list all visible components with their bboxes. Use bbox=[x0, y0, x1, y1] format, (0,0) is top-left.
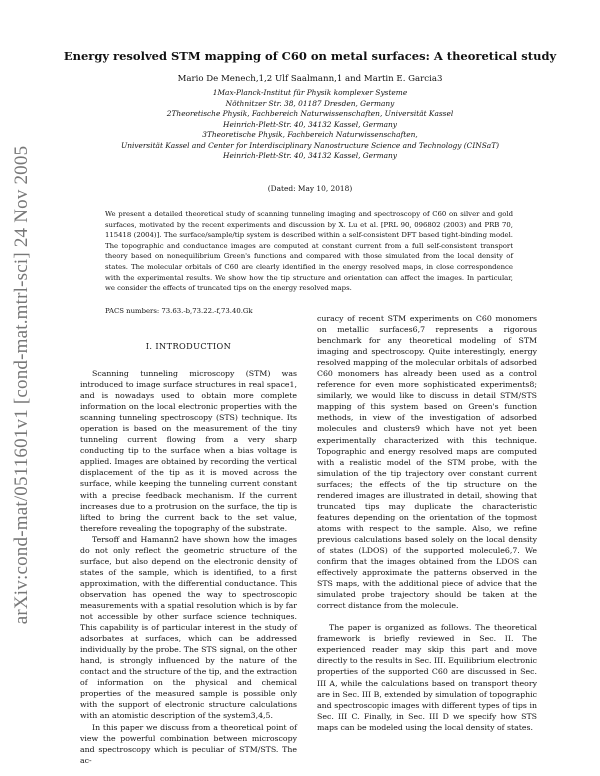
paper-title: Energy resolved STM mapping of C60 on metal surfaces: A theoretical study bbox=[63, 49, 557, 63]
arxiv-identifier-text: arXiv:cond-mat/0511601v1 [cond-mat.mtrl-sci] 24 Nov 2005 bbox=[11, 145, 32, 625]
affiliation-line: Nöthnitzer Str. 38, 01187 Dresden, Germany bbox=[225, 98, 395, 108]
paragraph: curacy of recent STM experiments on C60 monomers on metallic surfaces6,7 represents a rigorous benchmark for any theoretical modeling of STM imaging and spectroscopy. Quite interestingly, energy resolved mapping of the molecular orbitals of adsorbed C60 monomers has already been used as a control reference for even more sophisticated experiments8; similarly, we would like to discuss in detail STM/STS mapping of this system based on Green's function methods, in view of the investigation of adsorbed molecules and clusters9 which have not yet been experimentally characterized with this technique. Topographic and energy resolved maps are computed with a realistic model of the STM probe, with the simulation of the tip trajectory over constant current surfaces; the effects of the tip structure on the rendered images are illustrated in detail, showing that truncated tips may duplicate the characteristic features depending on the orientation of the topmost atoms with respect to the sample. Also, we refine previous calculations based solely on the local density of states (LDOS) of the supported molecule6,7. We confirm that the images obtained from the LDOS can effectively approximate the patterns observed in the STS maps, with the additional piece of advice that the simulated probe trajectory should be taken at the correct distance from the molecule. bbox=[317, 314, 537, 611]
section-heading: I. INTRODUCTION bbox=[145, 341, 232, 351]
arxiv-identifier bbox=[4, 145, 40, 625]
affiliation-line: Heinrich-Plett-Str. 40, 34132 Kassel, Germany bbox=[223, 151, 397, 160]
left-column bbox=[80, 368, 297, 766]
affiliation-line: Universität Kassel and Center for Interdisciplinary Nanostructure Science and Technology (CINSaT) bbox=[120, 140, 500, 150]
paragraph: In this paper we discuss from a theoretical point of view the powerful combination between microscopy and spectroscopy which is peculiar of STM/STS. The ac- bbox=[80, 722, 297, 765]
affiliation-line: 2Theoretische Physik, Fachbereich Naturwissenschaften, Universität Kassel bbox=[166, 109, 454, 118]
paragraph: The paper is organized as follows. The theoretical framework is briefly reviewed in Sec. II. The experienced reader may skip this part and move directly to the results in Sec. III. Equilibrium electronic properties of the supported C60 are discussed in Sec. III A, while the calculations based on transport theory are in Sec. III B, extended by simulation of topographic and spectroscopic images with different types of tips in Sec. III C. Finally, in Sec. III D we specify how STS maps can be modeled using the local density of states. bbox=[317, 623, 538, 732]
date-line: (Dated: May 10, 2018) bbox=[267, 184, 353, 193]
right-column bbox=[317, 313, 537, 733]
affiliation-line: 1Max-Planck-Institut für Physik komplexer Systeme bbox=[212, 88, 408, 97]
affiliations bbox=[60, 88, 560, 162]
author-list: Mario De Menech,1,2 Ulf Saalmann,1 and Martin E. Garcia3 bbox=[177, 74, 443, 84]
pacs-numbers: PACS numbers: 73.63.-b,73.22.-f,73.40.Gk bbox=[105, 307, 253, 315]
abstract: We present a detailed theoretical study of scanning tunneling imaging and spectroscopy of C60 on silver and gold surfaces, motivated by the recent experiments and discussion by X. Lu et al. [PRL 90, 096802 (2003) and PRB 70, 115418 (2004)]. The surface/sample/tip system is described within a self-consistent DFT based tight-binding model. The topographic and conductance images are computed at constant current from a full self-consistent transport theory based on nonequilibrium Green's functions and compared with those simulated from the local density of states. The molecular orbitals of C60 are clearly identified in the energy resolved maps, in close correspondence with the experimental results. We show how the tip structure and orientation can affect the images. In particular, we consider the effects of truncated tips on the energy resolved maps. bbox=[105, 210, 513, 293]
paragraph: Tersoff and Hamann2 have shown how the images do not only reflect the geometric structure of the surface, but also depend on the electronic density of states of the sample, which is identified, to a first approximation, with the differential conductance. This observation has opened the way to spectroscopic measurements with a spatial resolution which is by far not accessible by other surface science techniques. This capability is of particular interest in the study of adsorbates at surfaces, which can be addressed individually by the probe. The STS signal, on the other hand, is strongly influenced by the nature of the contact and the structure of the tip, and the extraction of information on the physical and chemical properties of the measured sample is possible only with the support of electronic structure calculations with an atomistic description of the system3,4,5. bbox=[80, 534, 298, 721]
affiliation-line: 3Theoretische Physik, Fachbereich Naturwissenschaften, bbox=[202, 130, 418, 139]
paragraph: Scanning tunneling microscopy (STM) was introduced to image surface structures in real space1, and is nowadays used to obtain more complete information on the local electronic properties with the scanning tunneling spectroscopy (STS) technique. Its operation is based on the measurement of the tiny tunneling current flowing from a very sharp conducting tip to the surface when a bias voltage is applied. Images are obtained by recording the vertical displacement of the tip as it is moved across the surface, while keeping the tunneling current constant with a precise feedback mechanism. If the current increases due to a protrusion on the surface, the tip is lifted to bring the current back to the set value, therefore revealing the topography of the substrate. bbox=[80, 369, 297, 533]
affiliation-line: Heinrich-Plett-Str. 40, 34132 Kassel, Germany bbox=[223, 119, 397, 129]
